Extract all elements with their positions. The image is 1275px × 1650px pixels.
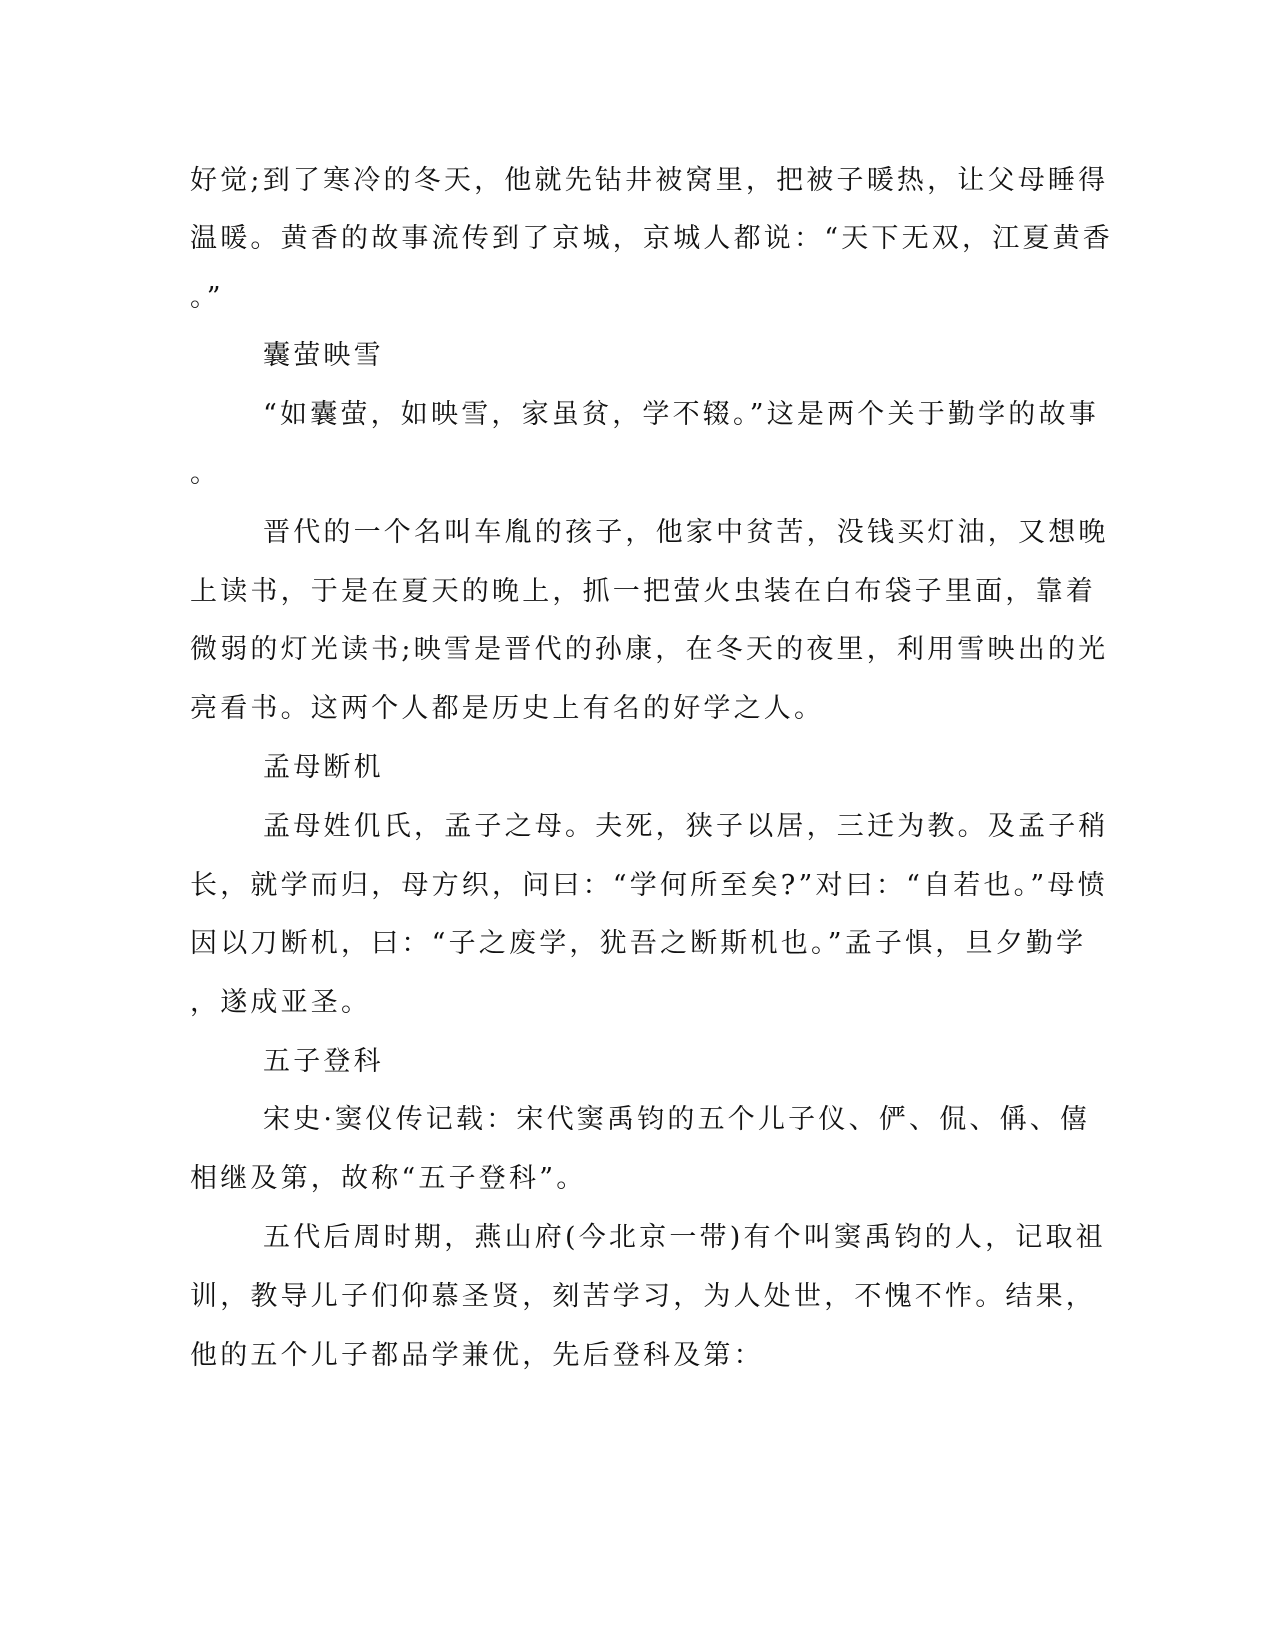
text-line: 他的五个儿子都品学兼优，先后登科及第： — [190, 1340, 764, 1371]
text-line: 微弱的灯光读书;映雪是晋代的孙康，在冬天的夜里，利用雪映出的光 — [190, 634, 1109, 665]
text-line: 好觉;到了寒冷的冬天，他就先钻井被窝里，把被子暖热，让父母睡得 — [190, 165, 1109, 196]
text-line: ，遂成亚圣。 — [190, 987, 372, 1018]
text-line: 五代后周时期，燕山府(今北京一带)有个叫窦禹钧的人，记取祖 — [263, 1222, 1106, 1253]
text-line: “如囊萤，如映雪，家虽贫，学不辍。”这是两个关于勤学的故事 — [263, 399, 1099, 430]
text-line: 晋代的一个名叫车胤的孩子，他家中贫苦，没钱买灯油，又想晚 — [263, 517, 1109, 548]
text-line: 长，就学而归，母方织，问曰：“学何所至矣?”对曰：“自若也。”母愤 — [190, 870, 1108, 901]
section-title-mengmu-duanji: 孟母断机 — [263, 752, 384, 783]
section-title-nangying-yingxue: 囊萤映雪 — [263, 340, 384, 371]
text-line: 宋史·窦仪传记载：宋代窦禹钧的五个儿子仪、俨、侃、偁、僖 — [263, 1104, 1091, 1135]
text-line: 相继及第，故称“五子登科”。 — [190, 1163, 587, 1194]
text-line: 。” — [190, 282, 224, 313]
text-line: 因以刀断机，曰：“子之废学，犹吾之断斯机也。”孟子惧，旦夕勤学 — [190, 928, 1087, 959]
text-line: 训，教导儿子们仰慕圣贤，刻苦学习，为人处世，不愧不怍。结果， — [190, 1281, 1096, 1312]
text-line: 。 — [190, 458, 221, 489]
text-line: 亮看书。这两个人都是历史上有名的好学之人。 — [190, 693, 825, 724]
text-line: 温暖。黄香的故事流传到了京城，京城人都说：“天下无双，江夏黄香 — [190, 223, 1114, 254]
text-line: 上读书，于是在夏天的晚上，抓一把萤火虫装在白布袋子里面，靠着 — [190, 576, 1096, 607]
text-line: 孟母姓仉氏，孟子之母。夫死，狭子以居，三迁为教。及孟子稍 — [263, 811, 1109, 842]
section-title-wuzi-dengke: 五子登科 — [263, 1046, 384, 1077]
